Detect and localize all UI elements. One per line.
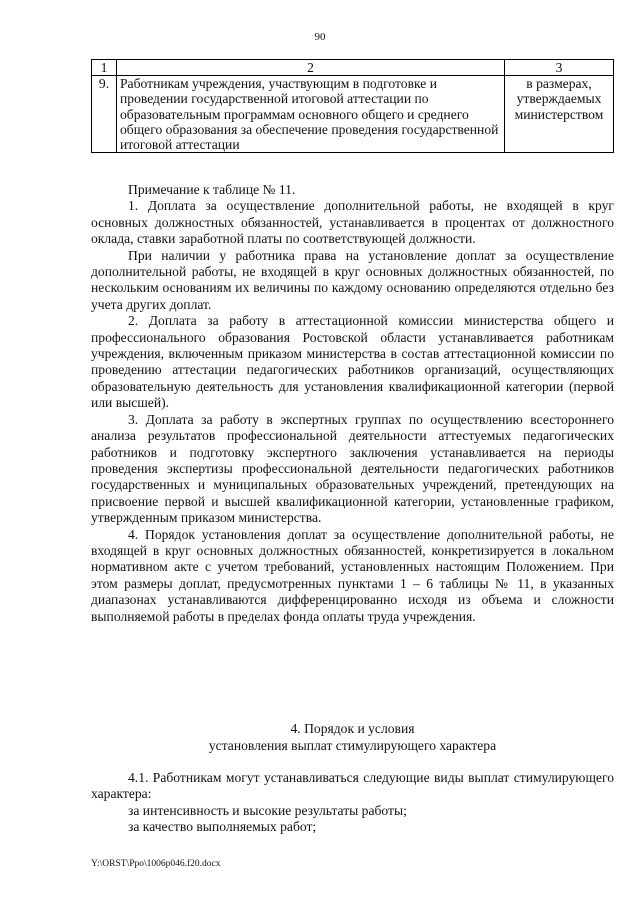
section-intro: 4.1. Работникам могут устанавливаться следующие виды выплат стимулирующего характера: [91,770,614,802]
payment-table [91,59,614,153]
table-header-cell: 2 [117,60,505,76]
row-number: 9. [92,76,117,153]
section-heading-line2: установления выплат стимулирующего характера [208,738,497,753]
table-header-cell: 1 [92,60,117,76]
paragraph: При наличии у работника права на установление доплат за осуществление дополнительной работы, не входящей в круг основных должностных обязанностей, по нескольким основаниям их величины по каждому основанию определяются отдельно без учета других доплат. [91,247,614,312]
table-row [92,76,614,153]
note-body [91,182,614,625]
table-header-row [92,60,614,76]
list-item: за интенсивность и высокие результаты работы; [128,802,407,818]
row-description: Работникам учреждения, участвующим в подготовке и проведении государственной итоговой аттестации по образовательным программам основного общего и среднего общего образования за обеспечение проведения государственной итоговой аттестации [117,76,505,153]
paragraph: 3. Доплата за работу в экспертных группах по осуществлению всестороннего анализа результатов профессиональной деятельности аттестуемых педагогических работников и подготовку экспертного заключения устанавливается на периоды проведения экспертизы профессиональной деятельности педагогических работников государственных и муниципальных образовательных учреждений, претендующих на присвоение первой и высшей квалификационной категории, установленные графиком, утвержденным приказом министерства. [91,411,614,526]
list-item: за качество выполняемых работ; [128,819,317,835]
paragraph: 2. Доплата за работу в аттестационной комиссии министерства общего и профессионального образования Ростовской области устанавливается работникам учреждения, включенным приказом министерства в состав аттестационной комиссии по проведению аттестации педагогических работников организаций, осуществляющих образовательную деятельность для установления квалификационной категории (первой или высшей). [91,313,614,411]
page-number: 90 [314,31,326,43]
paragraph: 4. Порядок установления доплат за осуществление дополнительной работы, не входящей в круг основных должностных обязанностей, конкретизируется в локальном нормативном акте с учетом требований, установленных настоящим Положением. При этом размеры доплат, предусмотренных пунктами 1 – 6 таблицы № 11, в указанных диапазонах устанавливаются дифференцированно исходя из объема и сложности выполняемой работы в пределах фонда оплаты труда учреждения. [91,526,614,624]
file-path-footer: Y:\ORST\Ppo\1006p046.f20.docx [91,859,221,869]
table-header-cell: 3 [505,60,614,76]
row-value: в размерах, утверждаемых министерством [505,76,614,153]
paragraph: 1. Доплата за осуществление дополнительной работы, не входящей в круг основных должностных обязанностей, устанавливается в процентах от должностного оклада, ставки заработной платы по соответствующей должности. [91,198,614,247]
section-heading-line1: 4. Порядок и условия [290,721,415,736]
note-title: Примечание к таблице № 11. [128,182,296,197]
section-body [91,770,614,836]
